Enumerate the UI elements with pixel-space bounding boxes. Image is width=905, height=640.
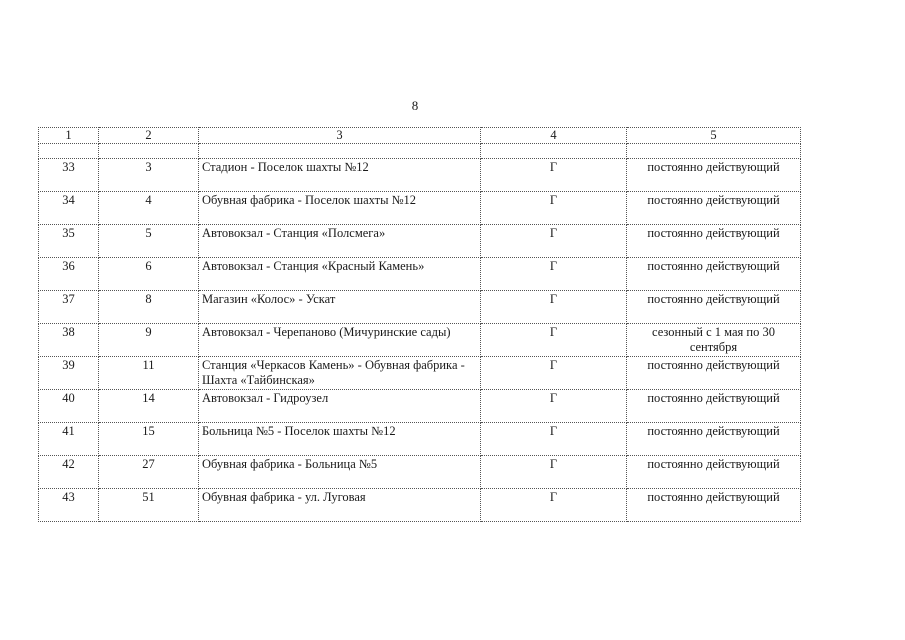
row-number-cell: 33 (39, 159, 99, 192)
route-path-cell: Автовокзал - Станция «Красный Камень» (199, 258, 481, 291)
row-number-cell: 37 (39, 291, 99, 324)
route-number-cell: 5 (99, 225, 199, 258)
route-status-cell: постоянно действующий (627, 423, 801, 456)
row-number-cell: 38 (39, 324, 99, 357)
route-number-cell: 51 (99, 489, 199, 522)
route-status-cell: постоянно действующий (627, 192, 801, 225)
routes-table-body (39, 128, 801, 522)
row-number-cell: 34 (39, 192, 99, 225)
route-path-cell: Обувная фабрика - Больница №5 (199, 456, 481, 489)
spacer-cell (627, 144, 801, 159)
route-kind-cell: Г (481, 423, 627, 456)
table-row (39, 159, 801, 192)
route-status-cell: сезонный с 1 мая по 30 сентября (627, 324, 801, 357)
spacer-cell (99, 144, 199, 159)
header-cell: 3 (199, 128, 481, 144)
row-number-cell: 42 (39, 456, 99, 489)
route-path-cell: Больница №5 - Поселок шахты №12 (199, 423, 481, 456)
route-path-cell: Стадион - Поселок шахты №12 (199, 159, 481, 192)
route-number-cell: 11 (99, 357, 199, 390)
route-status-cell: постоянно действующий (627, 456, 801, 489)
route-number-cell: 9 (99, 324, 199, 357)
table-row (39, 291, 801, 324)
table-header-row (39, 128, 801, 144)
row-number-cell: 35 (39, 225, 99, 258)
table-row (39, 489, 801, 522)
header-cell: 2 (99, 128, 199, 144)
table-row (39, 456, 801, 489)
table-spacer-row (39, 144, 801, 159)
row-number-cell: 39 (39, 357, 99, 390)
route-path-cell: Обувная фабрика - Поселок шахты №12 (199, 192, 481, 225)
table-row (39, 324, 801, 357)
route-path-cell: Автовокзал - Черепаново (Мичуринские сады) (199, 324, 481, 357)
header-cell: 4 (481, 128, 627, 144)
route-status-cell: постоянно действующий (627, 258, 801, 291)
route-number-cell: 3 (99, 159, 199, 192)
route-number-cell: 6 (99, 258, 199, 291)
table-row (39, 357, 801, 390)
route-kind-cell: Г (481, 324, 627, 357)
route-status-cell: постоянно действующий (627, 357, 801, 390)
route-path-cell: Магазин «Колос» - Ускат (199, 291, 481, 324)
route-kind-cell: Г (481, 159, 627, 192)
routes-table (38, 127, 801, 522)
header-cell: 1 (39, 128, 99, 144)
route-number-cell: 8 (99, 291, 199, 324)
page-number: 8 (411, 98, 419, 113)
route-kind-cell: Г (481, 390, 627, 423)
table-row (39, 225, 801, 258)
table-row (39, 390, 801, 423)
route-kind-cell: Г (481, 489, 627, 522)
route-kind-cell: Г (481, 225, 627, 258)
route-number-cell: 27 (99, 456, 199, 489)
table-row (39, 423, 801, 456)
route-number-cell: 4 (99, 192, 199, 225)
row-number-cell: 40 (39, 390, 99, 423)
table-row (39, 258, 801, 291)
route-status-cell: постоянно действующий (627, 291, 801, 324)
row-number-cell: 36 (39, 258, 99, 291)
route-kind-cell: Г (481, 357, 627, 390)
route-number-cell: 15 (99, 423, 199, 456)
row-number-cell: 43 (39, 489, 99, 522)
route-kind-cell: Г (481, 192, 627, 225)
spacer-cell (199, 144, 481, 159)
spacer-cell (39, 144, 99, 159)
header-cell: 5 (627, 128, 801, 144)
route-path-cell: Станция «Черкасов Камень» - Обувная фабрика - Шахта «Тайбинская» (199, 357, 481, 390)
row-number-cell: 41 (39, 423, 99, 456)
table-row (39, 192, 801, 225)
route-status-cell: постоянно действующий (627, 159, 801, 192)
route-path-cell: Автовокзал - Станция «Полсмега» (199, 225, 481, 258)
route-status-cell: постоянно действующий (627, 225, 801, 258)
route-kind-cell: Г (481, 258, 627, 291)
spacer-cell (481, 144, 627, 159)
route-status-cell: постоянно действующий (627, 390, 801, 423)
route-kind-cell: Г (481, 456, 627, 489)
route-kind-cell: Г (481, 291, 627, 324)
route-status-cell: постоянно действующий (627, 489, 801, 522)
route-path-cell: Обувная фабрика - ул. Луговая (199, 489, 481, 522)
route-path-cell: Автовокзал - Гидроузел (199, 390, 481, 423)
route-number-cell: 14 (99, 390, 199, 423)
